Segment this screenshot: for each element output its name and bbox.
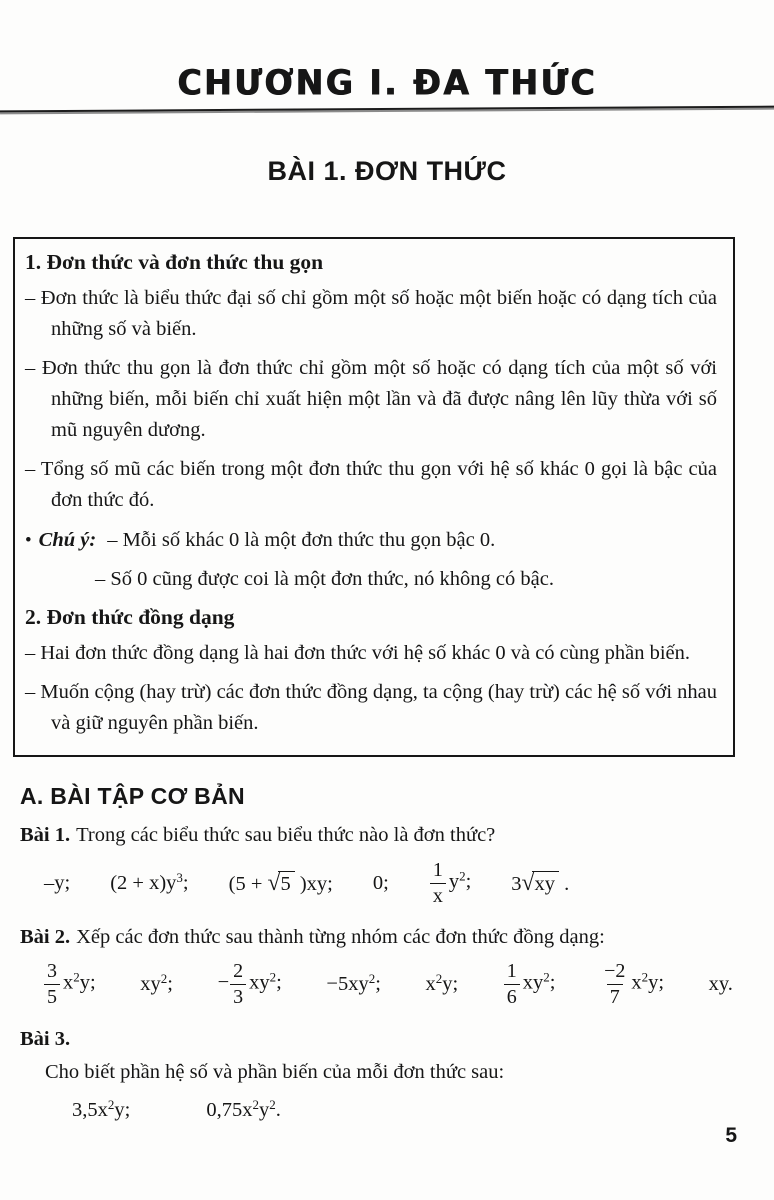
bullet-marker: • — [25, 530, 32, 551]
math-expression: 3√xy . — [511, 869, 570, 896]
math-expression: $\frac{1}{x}$ $y^2$; — [429, 859, 471, 907]
math-expression: − $\frac{2}{3}$ $xy^2$; — [217, 960, 282, 1008]
numerator: 1 — [506, 960, 517, 983]
numerator: 2 — [233, 960, 244, 983]
fraction — [430, 859, 446, 907]
radical-sign: √ — [267, 869, 281, 896]
square-root — [521, 869, 559, 896]
lesson-title: BÀI 1. ĐƠN THỨC — [267, 156, 507, 186]
exercise-1-statement — [20, 820, 774, 850]
note-label: Chú ý: — [38, 529, 97, 551]
math-expression: $3,5x^2y$; — [72, 1096, 131, 1121]
denominator: 7 — [607, 984, 623, 1008]
math-expression: $\frac{3}{5}$ $x^2y$; — [43, 960, 96, 1008]
math-expression: $\frac{1}{6}$ $xy^2$; — [503, 960, 556, 1008]
math-expression: $-5xy^2$; — [326, 970, 381, 995]
exercise-2-statement — [20, 922, 774, 952]
square-root — [267, 869, 295, 896]
exercise-1-question: Trong các biểu thức sau biểu thức nào là đơn thức? — [76, 824, 496, 846]
math-expression: $x^2y$; — [425, 970, 459, 995]
numerator: 3 — [47, 960, 57, 983]
numerator: −2 — [604, 960, 626, 983]
note-line — [25, 525, 717, 556]
theory-point: – Tổng số mũ các biến trong một đơn thức thu gọn với hệ số khác 0 gọi là bậc của đơn thức đó. — [25, 458, 717, 511]
denominator: x — [430, 883, 446, 907]
exercise-3-statement — [20, 1024, 774, 1054]
theory-box — [13, 237, 735, 757]
chapter-title: CHƯƠNG I. ĐA THỨC — [177, 62, 597, 104]
exercise-1-label: Bài 1. — [20, 824, 71, 846]
exponent: 2 — [459, 868, 466, 884]
math-expression: $(2 + x)y^3$; — [110, 869, 189, 894]
fraction — [601, 960, 628, 1008]
math-expression: (5 + √5 )xy; — [228, 869, 333, 896]
exercise-2-expressions — [43, 954, 733, 1014]
theory-point: – Muốn cộng (hay trừ) các đơn thức đồng dạng, ta cộng (hay trừ) các hệ số với nhau và giữ nguyên phần biến. — [25, 681, 718, 734]
exercise-3-label: Bài 3. — [20, 1028, 71, 1050]
math-expression: $xy^2$; — [140, 970, 173, 995]
fraction — [504, 960, 520, 1008]
radical-sign: √ — [521, 869, 535, 896]
exponent: 2 — [160, 970, 168, 986]
numerator: 1 — [432, 859, 443, 882]
radicand: xy — [532, 871, 559, 895]
exponent: 2 — [73, 969, 80, 985]
radicand: 5 — [278, 871, 294, 895]
math-expression: –y; — [44, 871, 71, 894]
exercise-3-expressions — [72, 1094, 774, 1126]
exponent: 2 — [641, 969, 649, 985]
page-number: 5 — [725, 1124, 737, 1147]
exponent: 2 — [269, 1096, 276, 1112]
math-expression: $0,75x^2y^2$. — [206, 1096, 281, 1121]
exponent: 2 — [252, 1096, 259, 1112]
exercise-1-expressions — [44, 854, 774, 912]
math-expression: $\frac{-2}{7}$ $x^2y$; — [600, 960, 664, 1008]
exponent: 2 — [269, 969, 277, 985]
exercise-2-question: Xếp các đơn thức sau thành từng nhóm các đơn thức đồng dạng: — [76, 926, 605, 948]
theory-heading-1: 1. Đơn thức và đơn thức thu gọn — [25, 250, 324, 274]
exponent: 2 — [368, 970, 376, 986]
fraction — [44, 960, 60, 1008]
exercise-section-heading: A. BÀI TẬP CƠ BẢN — [20, 783, 245, 809]
note-text: – Mỗi số khác 0 là một đơn thức thu gọn bậc 0. — [107, 529, 496, 551]
note-line: – Số 0 cũng được coi là một đơn thức, nó không có bậc. — [95, 568, 554, 590]
theory-heading-2: 2. Đơn thức đồng dạng — [25, 605, 235, 629]
theory-point: – Đơn thức thu gọn là đơn thức chỉ gồm một số hoặc có dạng tích của một số với những biến, mỗi biến chỉ xuất hiện một lần và đã được nâng lên lũy thừa với số mũ nguyên dương. — [25, 357, 717, 441]
exponent: 3 — [176, 869, 183, 885]
math-expression: 0; — [372, 871, 389, 894]
exponent: 2 — [543, 969, 550, 985]
exercise-2-label: Bài 2. — [20, 926, 71, 948]
theory-point: – Hai đơn thức đồng dạng là hai đơn thức với hệ số khác 0 và có cùng phần biến. — [25, 642, 691, 664]
denominator: 6 — [504, 984, 520, 1008]
exponent: 2 — [107, 1096, 115, 1112]
math-expression: xy. — [708, 972, 733, 995]
denominator: 3 — [230, 984, 246, 1008]
denominator: 5 — [44, 984, 60, 1008]
fraction — [230, 960, 246, 1008]
theory-point: – Đơn thức là biểu thức đại số chỉ gồm một số hoặc một biến hoặc có dạng tích của những số và biến. — [25, 287, 717, 340]
exponent: 2 — [435, 970, 443, 986]
chapter-divider-rule — [0, 106, 774, 113]
exercise-3-question: Cho biết phần hệ số và phần biến của mỗi đơn thức sau: — [45, 1061, 505, 1083]
